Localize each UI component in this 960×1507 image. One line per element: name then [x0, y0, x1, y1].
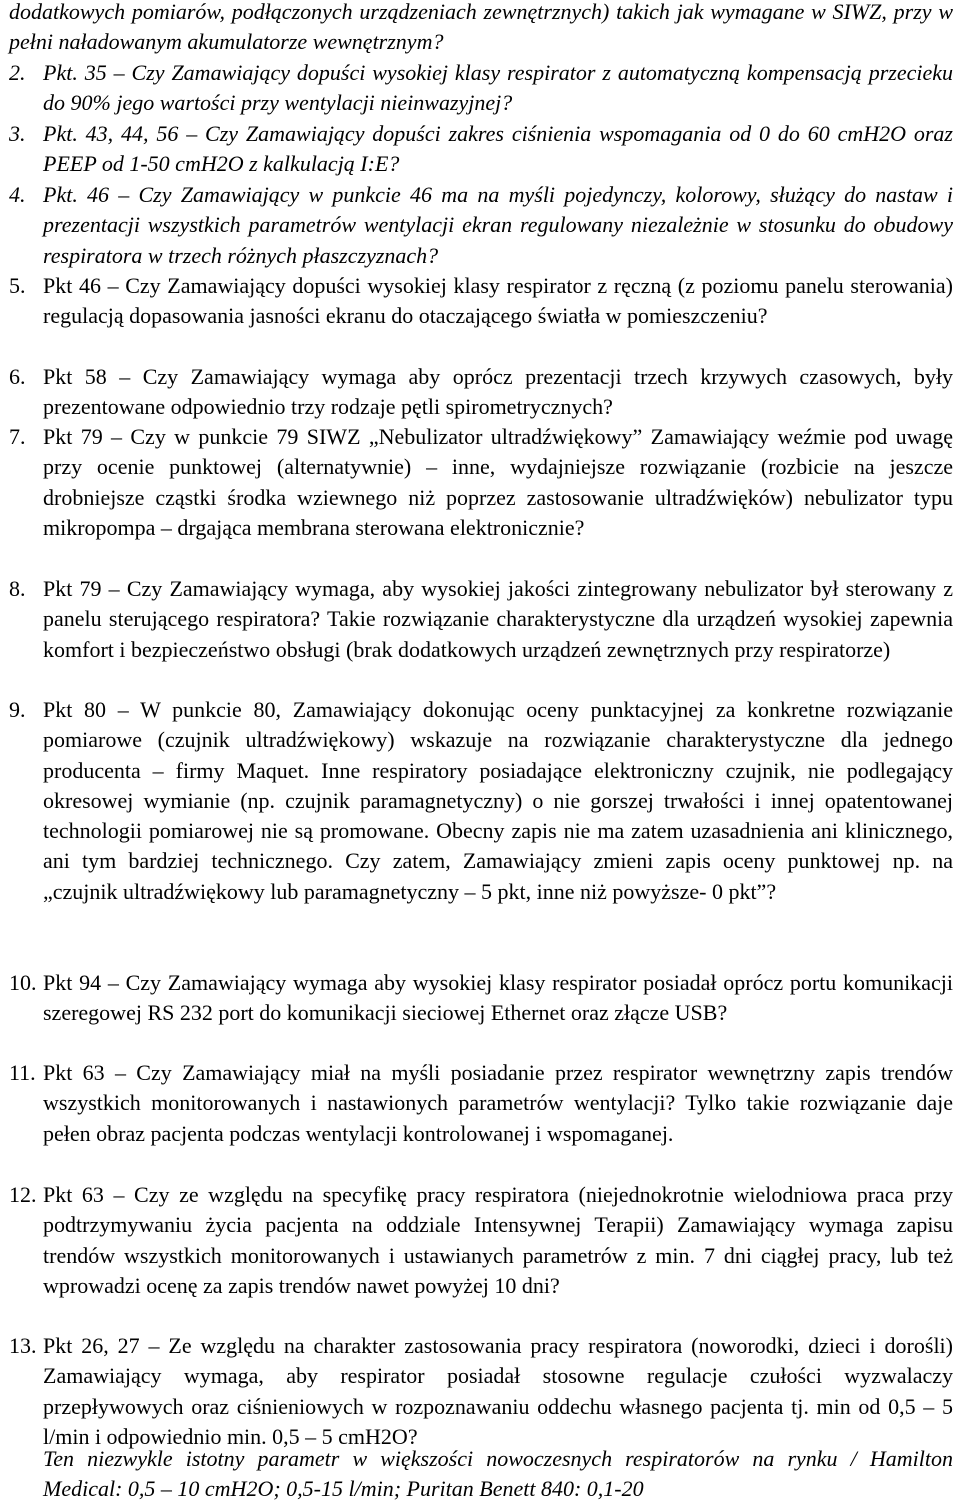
continuation-paragraph: dodatkowych pomiarów, podłączonych urządzeniach zewnętrznych) takich jak wymagane w SIWZ, przy w pełni naładowanym akumulatorze wewnętrznym? — [9, 0, 953, 55]
list-item-11 — [9, 1058, 953, 1149]
item-number: 8. — [9, 576, 26, 601]
item-number: 4. — [9, 182, 26, 207]
list-item-8 — [9, 574, 953, 665]
item-number: 5. — [9, 273, 26, 298]
item-text: Pkt 46 – Czy Zamawiający dopuści wysokiej klasy respirator z ręczną (z poziomu panelu sterowania) regulacją dopasowania jasności ekranu do otaczającego światła w pomieszczeniu? — [43, 273, 953, 329]
item-text: Pkt. 35 – Czy Zamawiający dopuści wysokiej klasy respirator z automatyczną kompensacją przecieku do 90% jego wartości przy wentylacji nieinwazyjnej? — [43, 60, 953, 116]
item-text: Pkt 63 – Czy Zamawiający miał na myśli posiadanie przez respirator wewnętrzny zapis trendów wszystkich monitorowanych i nastawionych parametrów wentylacji? Tylko takie rozwiązanie daje pełen obraz pacjenta podczas wentylacji kontrolowanej i wspomaganej. — [43, 1060, 953, 1146]
item-number: 12. — [9, 1182, 37, 1207]
list-item-6 — [9, 362, 953, 423]
item-text: Pkt 26, 27 – Ze względu na charakter zastosowania pracy respiratora (noworodki, dzieci i dorośli) Zamawiający wymaga, aby respirator posiadał stosowne regulacje czułości wyzwalaczy przepływowych oraz ciśnieniowych w rozpoznawaniu oddechu własnego pacjenta tj. min od 0,5 – 5 l/min i odpowiednio min. 0,5 – 5 cmH2O? — [43, 1333, 953, 1449]
list-item-2 — [9, 58, 953, 119]
list-item-4 — [9, 180, 953, 271]
item-text: Pkt. 46 – Czy Zamawiający w punkcie 46 ma na myśli pojedynczy, kolorowy, służący do nastaw i prezentacji wszystkich parametrów wentylacji ekran regulowany niezależnie w stosunku do obudowy respiratora w trzech różnych płaszczyznach? — [43, 182, 953, 268]
list-item-5 — [9, 271, 953, 332]
trailing-paragraph — [9, 1444, 953, 1505]
item-number: 11. — [9, 1060, 36, 1085]
item-number: 13. — [9, 1333, 37, 1358]
list-item-3 — [9, 119, 953, 180]
item-text: Pkt 79 – Czy w punkcie 79 SIWZ „Nebulizator ultradźwiękowy” Zamawiający weźmie pod uwagę przy ocenie punktowej (alternatywnie) – inne, wydajniejsze rozwiązanie (rozbicie na jeszcze drobniejsze cząstki środka wziewnego niż poprzez zastosowanie ultradźwięków) nebulizator typu mikropompa – drgająca membrana sterowana elektronicznie? — [43, 424, 953, 540]
item-number: 9. — [9, 697, 26, 722]
item-text: Pkt 94 – Czy Zamawiający wymaga aby wysokiej klasy respirator posiadał oprócz portu komunikacji szeregowej RS 232 port do komunikacji sieciowej Ethernet oraz złącze USB? — [43, 970, 953, 1026]
item-text: Pkt. 43, 44, 56 – Czy Zamawiający dopuści zakres ciśnienia wspomagania od 0 do 60 cmH2O oraz PEEP od 1-50 cmH2O z kalkulacją I:E? — [43, 121, 953, 177]
list-item-7 — [9, 422, 953, 543]
item-number: 3. — [9, 121, 26, 146]
item-text: Pkt 58 – Czy Zamawiający wymaga aby oprócz prezentacji trzech krzywych czasowych, były prezentowane odpowiednio trzy rodzaje pętli spirometrycznych? — [43, 364, 953, 420]
item-text: Pkt 63 – Czy ze względu na specyfikę pracy respiratora (niejednokrotnie wielodniowa praca przy podtrzymywaniu życia pacjenta na oddziale Intensywnej Terapii) Zamawiający wymaga zapisu trendów wszystkich monitorowanych i ustawianych parametrów z min. 7 dni ciągłej pracy, lub też wprowadzi ocenę za zapis trendów nawet powyżej 10 dni? — [43, 1182, 953, 1298]
item-text: Pkt 79 – Czy Zamawiający wymaga, aby wysokiej jakości zintegrowany nebulizator był sterowany z panelu sterującego respiratora? Takie rozwiązanie charakterystyczne dla urządzeń wysokiej zapewnia komfort i bezpieczeństwo obsługi (brak dodatkowych urządzeń zewnętrznych przy respiratorze) — [43, 576, 953, 662]
item-number: 2. — [9, 60, 26, 85]
item-number: 7. — [9, 424, 26, 449]
list-item-9 — [9, 695, 953, 907]
list-item-10 — [9, 968, 953, 1029]
list-item-12 — [9, 1180, 953, 1301]
item-number: 6. — [9, 364, 26, 389]
item-number: 10. — [9, 970, 37, 995]
trailing-text: Ten niezwykle istotny parametr w większości nowoczesnych respiratorów na rynku / Hamilton Medical: 0,5 – 10 cmH2O; 0,5-15 l/min; Puritan Benett 840: 0,1-20 — [43, 1446, 953, 1502]
item-text: Pkt 80 – W punkcie 80, Zamawiający dokonując oceny punktacyjnej za konkretne rozwiązanie pomiarowe (czujnik ultradźwiękowy) wskazuje na rozwiązanie charakterystyczne dla jednego producenta – firmy Maquet. Inne respiratory posiadające elektroniczny czujnik, nie podlegający okresowej wymianie (np. czujnik paramagnetyczny) o nie gorszej trwałości i innej opatentowanej technologii pomiarowej nie są promowane. Obecny zapis nie ma zatem uzasadnienia ani klinicznego, ani tym bardziej technicznego. Czy zatem, Zamawiający zmieni zapis oceny punktowej np. na „czujnik ultradźwiękowy lub paramagnetyczny – 5 pkt, inne niż powyższe- 0 pkt”? — [43, 697, 953, 904]
list-item-13 — [9, 1331, 953, 1452]
